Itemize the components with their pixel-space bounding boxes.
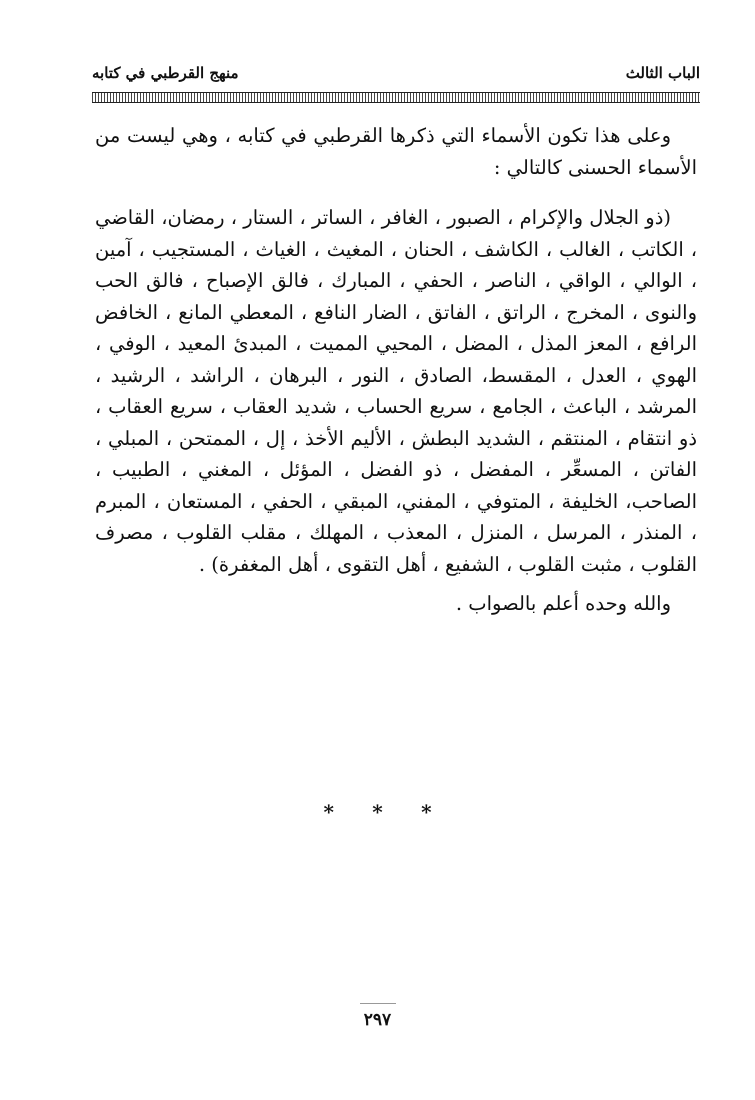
page-number: ٢٩٧ bbox=[363, 1010, 392, 1030]
star-ornament: * bbox=[323, 800, 334, 824]
intro-paragraph: وعلى هذا تكون الأسماء التي ذكرها القرطبي في كتابه ، وهي ليست من الأسماء الحسنى كالتالي : bbox=[95, 124, 697, 179]
page-number-rule bbox=[360, 1003, 396, 1004]
book-title: منهج القرطبي في كتابه bbox=[92, 64, 239, 82]
names-list-paragraph: (ذو الجلال والإكرام ، الصبور ، الغافر ، الساتر ، الستار ، رمضان، القاضي ، الكاتب ، الغالب ، الكاشف ، الحنان ، المغيث ، الغياث ، المستجيب ، آمين ، الوالي ، الواقي ، الناصر ، الحفي ، المبارك ، فالق الإصباح ، فالق الحب والنوى ، المخرج ، الراتق ، الفاتق ، الضار النافع ، المعطي المانع ، الخافض الرافع ، المعز المذل ، المضل ، المحيي المميت ، المبدئ المعيد ، الوفي ، الهوي ، العدل ، المقسط، الصادق ، النور ، البرهان ، الراشد ، الرشيد ، المرشد ، الباعث ، الجامع ، سريع الحساب ، شديد العقاب ، سريع العقاب ، ذو انتقام ، المنتقم ، الشديد البطش ، الأليم الأخذ ، إل ، الممتحن ، المبلي ، الفاتن ، المسعِّر ، المفضل ، ذو الفضل ، المؤئل ، المغني ، الطبيب ، الصاحب، الخليفة ، المتوفي ، المفني، المبقي ، الحفي ، المستعان ، المبرم ، المنذر ، المرسل ، المنزل ، المعذب ، المهلك ، مقلب القلوب ، مصرف القلوب ، مثبت القلوب ، الشفيع ، أهل التقوى ، أهل المغفرة) . bbox=[95, 206, 697, 576]
chapter-title: الباب الثالث bbox=[625, 64, 700, 82]
main-text bbox=[95, 120, 697, 620]
closing-paragraph: والله وحده أعلم بالصواب . bbox=[455, 592, 671, 615]
star-ornament: * bbox=[421, 800, 432, 824]
header-rule bbox=[92, 92, 700, 103]
star-ornament: * bbox=[372, 800, 383, 824]
section-separator bbox=[0, 800, 755, 824]
running-header bbox=[92, 62, 700, 92]
